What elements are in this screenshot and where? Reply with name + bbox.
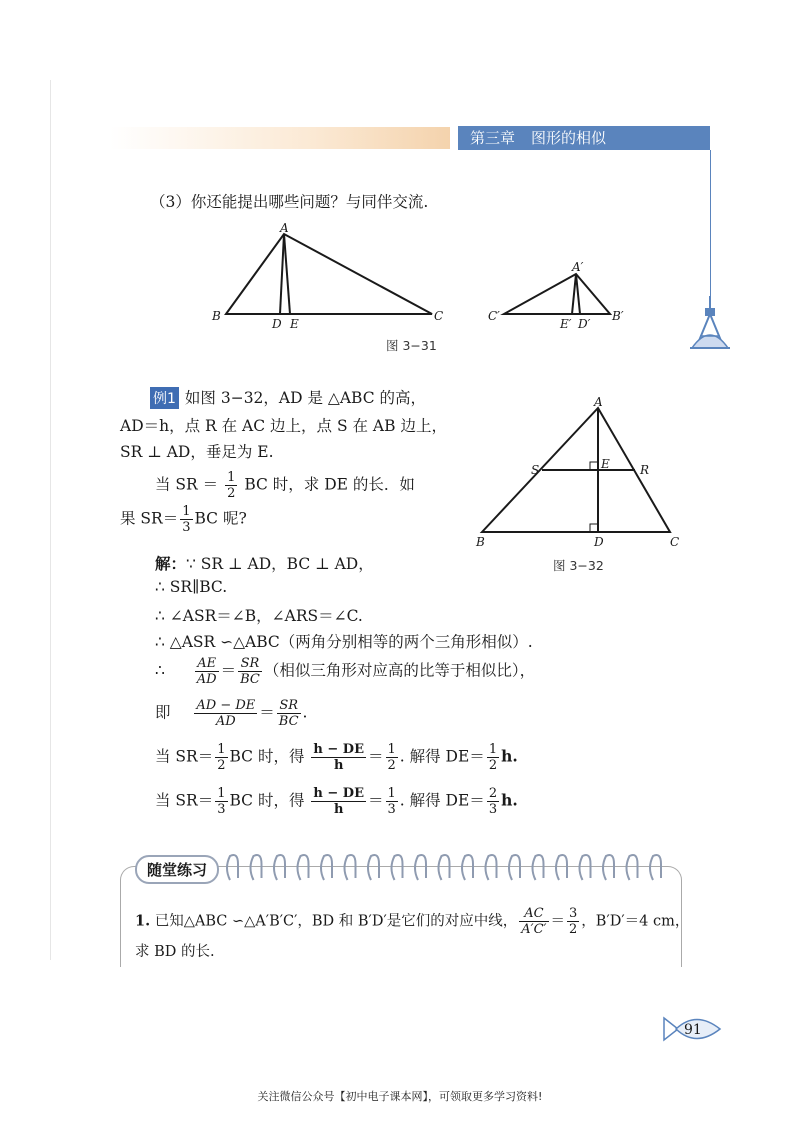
eq: ＝ <box>367 791 384 810</box>
example-5a: 果 SR＝ <box>120 509 179 528</box>
num: AE <box>195 656 219 672</box>
example-badge: 例1 <box>150 387 179 409</box>
q1-number: 1. <box>135 912 151 930</box>
label-E: E <box>290 317 299 331</box>
solution-line-8 <box>155 786 518 817</box>
den: 2 <box>227 486 236 501</box>
label-A: A <box>280 222 289 235</box>
margin-line <box>710 150 711 310</box>
label-B: B <box>476 535 485 549</box>
fraction-1-3-a <box>215 786 227 817</box>
num: 1 <box>387 786 396 801</box>
spiral-ring <box>533 855 544 880</box>
q1-text-c: ，B′D′＝4 cm， <box>581 913 690 930</box>
label-D: D <box>594 535 604 549</box>
den: BC <box>240 672 260 687</box>
solution-line-3: ∴ ∠ASR＝∠B，∠ARS＝∠C. <box>155 607 363 625</box>
spiral-ring <box>274 855 285 880</box>
solution-line-1 <box>155 552 374 574</box>
example-line-1 <box>150 386 426 409</box>
fish-icon <box>660 1012 724 1046</box>
num: 1 <box>488 742 498 757</box>
spiral-ring <box>298 855 309 880</box>
num: 1 <box>387 742 396 757</box>
spiral-ring <box>345 855 356 880</box>
den: h <box>333 758 344 773</box>
fraction-1-3 <box>180 504 192 535</box>
s7-mid: BC 时，得 <box>229 747 305 766</box>
label-A: A <box>594 395 603 409</box>
spiral-ring <box>627 855 638 880</box>
example-text-1: 如图 3−32，AD 是 △ABC 的高， <box>184 389 426 407</box>
label-B-prime: B′ <box>612 309 624 323</box>
example-line-2: AD＝h，点 R 在 AC 边上，点 S 在 AB 边上， <box>120 417 447 435</box>
page-edge-line <box>50 80 51 960</box>
den: 3 <box>488 802 498 817</box>
spiral-ring <box>580 855 591 880</box>
figure-3-31 <box>200 222 640 334</box>
therefore: ∴ <box>155 661 165 680</box>
header-gradient <box>110 127 450 149</box>
fraction-1-3-b <box>386 786 398 817</box>
den: BC <box>278 714 299 729</box>
s8-mid2: . 解得 DE＝ <box>399 791 485 810</box>
den: A′C′ <box>521 922 547 937</box>
den: AD <box>196 672 217 687</box>
den: 3 <box>387 802 396 817</box>
solution-line-6: 即 $\frac{AD - DE}{AD}$ ＝ $\frac{SR}{BC}$ . <box>155 698 308 729</box>
fraction-1-2-c <box>487 742 499 773</box>
solution-line-7 <box>155 742 518 773</box>
num: 1 <box>227 470 236 485</box>
spiral-ring <box>556 855 567 880</box>
den: h <box>333 802 344 817</box>
q1-text-a: 已知△ABC ∽△A′B′C′，BD 和 B′D′是它们的对应中线， <box>154 913 518 930</box>
figure-3-32 <box>470 392 690 552</box>
den: 3 <box>217 802 226 817</box>
fraction-1-2-a <box>215 742 227 773</box>
den: AD <box>215 714 236 729</box>
h-result: h. <box>501 746 518 766</box>
s7-mid2: . 解得 DE＝ <box>399 747 485 766</box>
h-result-2: h. <box>501 790 518 810</box>
label-A-prime: A′ <box>572 260 584 274</box>
example-line-4 <box>155 470 415 501</box>
figure-3-32-caption: 图 3−32 <box>553 558 604 573</box>
num: h − DE <box>313 742 364 757</box>
example-5b: BC 呢? <box>194 509 247 528</box>
solution-line-2: ∴ SR∥BC. <box>155 578 228 596</box>
den: 2 <box>217 758 226 773</box>
eq: ＝ <box>220 661 237 680</box>
label-D: D <box>272 317 282 331</box>
page-number <box>660 1012 724 1050</box>
fraction-2-3 <box>487 786 499 817</box>
practice-question-1 <box>135 906 689 937</box>
example-4b: BC 时，求 DE 的长．如 <box>244 475 415 494</box>
chapter-number: 第三章 <box>470 129 516 147</box>
spiral-ring <box>462 855 473 880</box>
fraction-AE-AD <box>195 656 219 687</box>
example-line-5 <box>120 504 247 535</box>
s8-prefix: 当 SR＝ <box>155 791 214 810</box>
solution-1-text: ∵ SR ⊥ AD，BC ⊥ AD， <box>186 555 374 573</box>
label-C-prime: C′ <box>488 309 500 323</box>
num: SR <box>277 698 301 714</box>
q1-eq: ＝ <box>550 913 566 930</box>
label-S: S <box>531 463 540 477</box>
example-line-3: SR ⊥ AD，垂足为 E. <box>120 443 274 461</box>
num: AD − DE <box>196 698 256 713</box>
fraction-SR-BC <box>238 656 262 687</box>
fraction-AC-A1C1 <box>519 906 548 937</box>
label-E: E <box>601 457 610 471</box>
spiral-ring <box>650 855 661 880</box>
num: SR <box>238 656 262 672</box>
spiral-ring <box>486 855 497 880</box>
label-R: R <box>640 463 650 477</box>
fraction-hDE-h-2 <box>311 786 366 817</box>
spiral-ring <box>368 855 379 880</box>
s7-prefix: 当 SR＝ <box>155 747 214 766</box>
num: h − DE <box>313 786 364 801</box>
label-E-prime: E′ <box>560 317 572 331</box>
spiral-ring <box>321 855 332 880</box>
spiral-ring <box>509 855 520 880</box>
solution-line-5 <box>155 656 535 687</box>
label-D-prime: D′ <box>578 317 591 331</box>
fraction-hDE-h <box>311 742 366 773</box>
solution-line-4: ∴ △ASR ∽△ABC（两角分别相等的两个三角形相似）. <box>155 633 533 651</box>
question-3: （3）你还能提出哪些问题？与同伴交流. <box>150 193 429 211</box>
num: AC <box>519 906 548 922</box>
num: 1 <box>217 786 226 801</box>
den: 3 <box>182 520 191 535</box>
spiral-binding-icon <box>222 850 682 890</box>
chapter-header <box>458 126 710 150</box>
example-4a: 当 SR ＝ <box>155 475 219 494</box>
label-B: B <box>212 309 221 323</box>
footer-note: 关注微信公众号【初中电子课本网】，可领取更多学习资料! <box>257 1090 543 1103</box>
ji: 即 <box>155 703 171 722</box>
fraction-1-2 <box>225 470 237 501</box>
num: 1 <box>182 504 191 519</box>
eq: ＝ <box>259 703 275 722</box>
fraction-1-2-b <box>386 742 398 773</box>
den: 2 <box>387 758 396 773</box>
spiral-ring <box>439 855 450 880</box>
solution-label: 解： <box>155 554 187 573</box>
den: 2 <box>488 758 498 773</box>
practice-question-1-cont: 求 BD 的长. <box>135 944 215 960</box>
num: 3 <box>569 906 578 921</box>
den: 2 <box>569 922 578 937</box>
fraction-ADDE-AD <box>194 698 257 729</box>
spiral-ring <box>392 855 403 880</box>
spiral-ring <box>603 855 614 880</box>
num: 2 <box>488 786 498 801</box>
spiral-ring <box>251 855 262 880</box>
label-C: C <box>434 309 444 323</box>
solution-5-suffix: （相似三角形对应高的比等于相似比）， <box>263 661 536 680</box>
figure-3-31-caption: 图 3−31 <box>386 338 437 353</box>
practice-title: 随堂练习 <box>135 855 219 884</box>
num: 1 <box>217 742 226 757</box>
s8-mid: BC 时，得 <box>229 791 305 810</box>
tower-icon <box>688 296 732 352</box>
chapter-title: 图形的相似 <box>531 129 607 147</box>
spiral-ring <box>415 855 426 880</box>
spiral-ring <box>227 855 238 880</box>
label-C: C <box>670 535 680 549</box>
page-number-text: 91 <box>684 1022 702 1038</box>
eq: ＝ <box>367 747 384 766</box>
fraction-3-2 <box>567 906 579 937</box>
fraction-SR-BC-2 <box>277 698 301 729</box>
